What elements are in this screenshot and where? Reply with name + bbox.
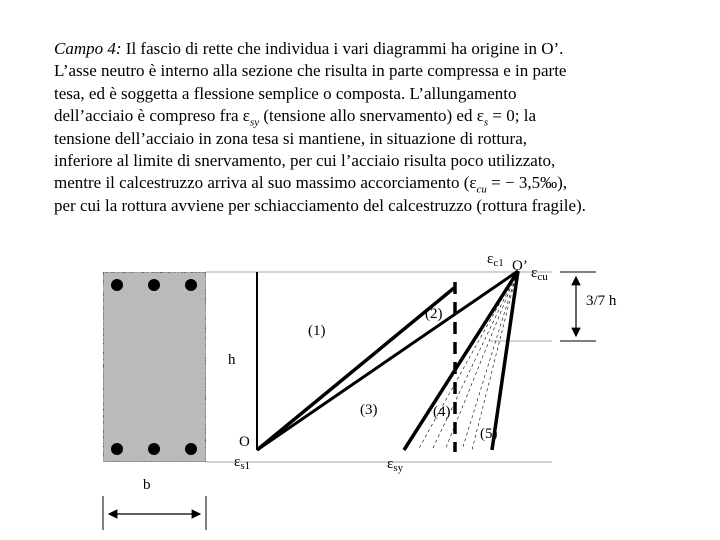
- line-2-top: [257, 271, 518, 450]
- label-line-4: (4): [433, 404, 451, 420]
- para-text-4c: = 0; la: [488, 106, 536, 126]
- para-line-6: inferiore al limite di snervamento, per cui l’acciaio risulta poco utilizzato,: [54, 151, 556, 171]
- campo-title: Campo 4:: [54, 39, 122, 58]
- label-o-prime: O’: [512, 258, 528, 274]
- line-5: [492, 271, 518, 450]
- label-line-5: (5): [480, 426, 498, 442]
- para-line-8: per cui la rottura avviene per schiacciamento del calcestruzzo (rottura fragile).: [54, 195, 586, 215]
- para-sub-sy: sy: [249, 116, 260, 129]
- label-width-b: b: [143, 477, 151, 493]
- concrete-section: [103, 272, 206, 462]
- label-line-1: (1): [308, 323, 326, 339]
- label-height-h: h: [228, 352, 236, 368]
- para-text-1: Il fascio di rette che individua i vari diagrammi ha origine in O’.: [121, 39, 564, 58]
- para-sub-s: s: [483, 116, 489, 129]
- para-sub-cu: cu: [476, 183, 487, 196]
- para-text-4b: (tensione allo snervamento) ed ε: [259, 106, 484, 126]
- label-ecu: $\varepsilon_{cu}$: [531, 265, 548, 283]
- label-ec1: $\varepsilon_{c1}$: [487, 251, 504, 269]
- para-text-4a: dell’acciaio è compreso fra ε: [54, 106, 250, 126]
- label-esy: $\varepsilon_{sy}$: [387, 456, 404, 474]
- label-line-2: (2): [425, 306, 443, 322]
- para-line-2: L’asse neutro è interno alla sezione che risulta in parte compressa e in parte: [54, 61, 567, 81]
- label-line-3: (3): [360, 402, 378, 418]
- para-text-7b: = − 3,5‰),: [486, 173, 567, 193]
- para-line-5: tensione dell’acciaio in zona tesa si mantiene, in situazione di rottura,: [54, 128, 528, 148]
- line-3: [404, 271, 518, 450]
- para-text-7a: mentre il calcestruzzo arriva al suo massimo accorciamento (ε: [54, 173, 477, 193]
- para-line-3: tesa, ed è soggetta a flessione semplice o composta. L’allungamento: [54, 83, 517, 103]
- label-es1: $\varepsilon_{s1}$: [234, 454, 251, 472]
- label-three-sevenths-h: 3/7 h: [586, 293, 617, 309]
- label-origin-o: O: [239, 434, 250, 450]
